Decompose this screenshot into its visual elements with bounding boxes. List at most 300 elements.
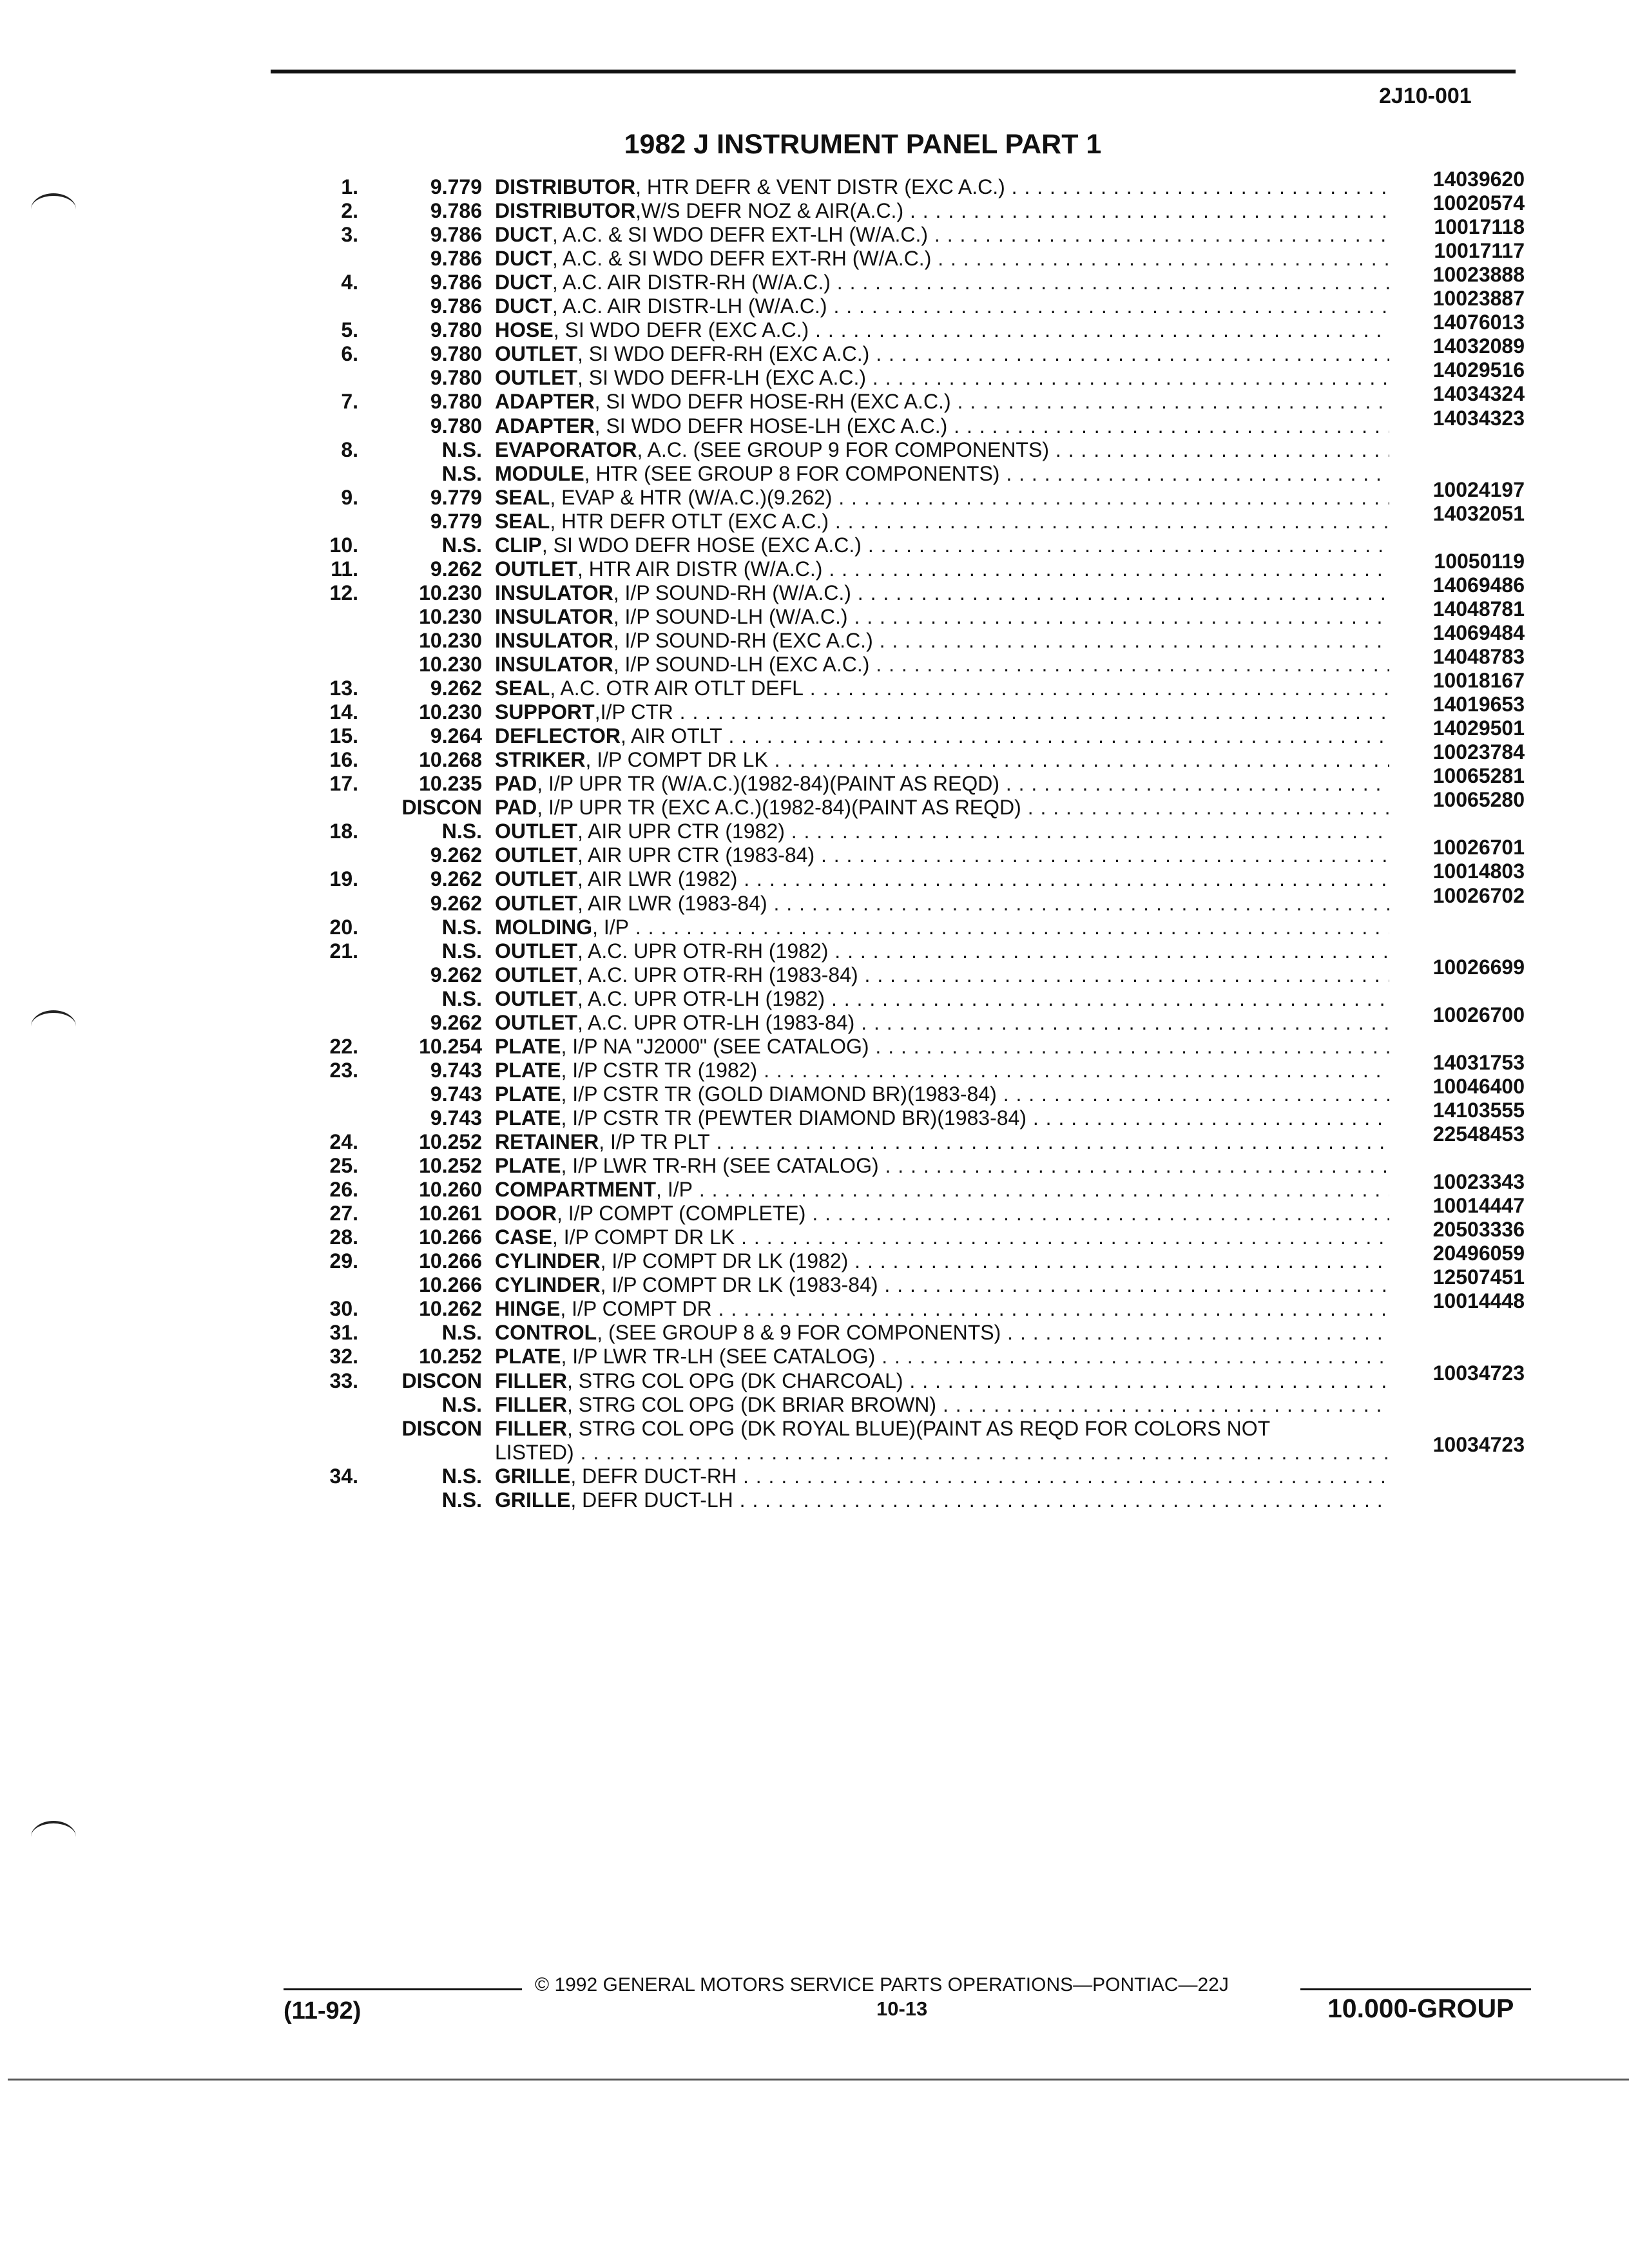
part-description (495, 772, 1389, 795)
part-detail: , A.C. UPR OTR-LH (1982) (577, 986, 825, 1010)
part-number: 22548453 (1432, 1122, 1525, 1146)
item-number: 22. (329, 1034, 358, 1058)
part-detail: , I/P NA "J2000" (SEE CATALOG) (561, 1034, 869, 1058)
group-number: N.S. (441, 939, 482, 963)
parts-row (0, 287, 1629, 318)
part-name: FILLER (495, 1369, 567, 1392)
group-number: 9.780 (430, 342, 482, 366)
parts-row (0, 358, 1629, 390)
part-description (495, 1273, 1389, 1296)
parts-row (0, 1361, 1629, 1392)
parts-row (0, 406, 1629, 437)
group-number: 10.230 (419, 604, 482, 628)
part-detail: , I/P LWR TR-RH (SEE CATALOG) (561, 1154, 879, 1178)
parts-row (0, 1465, 1629, 1488)
part-name: CLIP (495, 533, 542, 557)
group-number: 9.262 (430, 843, 482, 867)
parts-row (0, 1345, 1629, 1368)
part-number: 10023343 (1432, 1170, 1525, 1194)
part-name: PAD (495, 796, 537, 820)
group-number: DISCON (401, 1369, 482, 1392)
scan-mark (31, 1821, 76, 1840)
part-detail: , A.C. & SI WDO DEFR EXT-LH (W/A.C.) (552, 223, 929, 247)
parts-row (0, 215, 1629, 247)
part-number: 14048783 (1432, 645, 1525, 668)
parts-row (0, 939, 1629, 963)
part-name: COMPARTMENT (495, 1178, 657, 1202)
item-number: 26. (329, 1178, 358, 1202)
group-number: N.S. (441, 986, 482, 1010)
item-number: 13. (329, 677, 358, 700)
part-name: DISTRIBUTOR (495, 175, 636, 198)
part-detail: , HTR DEFR OTLT (EXC A.C.) (550, 509, 829, 533)
part-number: 20503336 (1432, 1218, 1525, 1242)
part-detail: , I/P SOUND-LH (EXC A.C.) (613, 653, 870, 676)
part-description (495, 605, 1389, 628)
part-description (495, 796, 1389, 819)
part-description-continued: LISTED) . . . (495, 1441, 1389, 1464)
part-number: 10023888 (1432, 263, 1525, 287)
parts-row (0, 669, 1629, 700)
parts-row (0, 533, 1629, 557)
part-description (495, 820, 1389, 843)
part-name: PAD (495, 772, 537, 796)
part-name: OUTLET (495, 939, 577, 963)
part-description (495, 510, 1389, 533)
parts-row (0, 693, 1629, 724)
part-description (495, 1393, 1389, 1416)
part-detail: , SI WDO DEFR-LH (EXC A.C.) (577, 366, 867, 390)
group-number: 10.260 (419, 1178, 482, 1202)
part-name: DISTRIBUTOR (495, 199, 636, 223)
part-detail: , AIR UPR CTR (1982) (577, 820, 785, 843)
part-name: OUTLET (495, 843, 577, 867)
group-number: 10.230 (419, 628, 482, 652)
part-name: STRIKER (495, 748, 586, 772)
part-description (495, 342, 1389, 365)
part-number: 10014803 (1432, 860, 1525, 883)
part-number: 14029516 (1432, 358, 1525, 382)
part-description (495, 486, 1389, 509)
part-detail: , DEFR DUCT-RH (570, 1464, 737, 1488)
parts-row (0, 1035, 1629, 1058)
part-description (495, 438, 1389, 461)
part-name: SEAL (495, 509, 550, 533)
part-description (495, 1369, 1389, 1392)
part-name: SUPPORT (495, 700, 595, 724)
parts-row (0, 462, 1629, 485)
part-description (495, 939, 1389, 963)
group-number: 9.262 (430, 891, 482, 915)
part-name: HOSE (495, 318, 554, 342)
part-detail: , A.C. (SEE GROUP 9 FOR COMPONENTS) (637, 437, 1049, 461)
group-number: 9.780 (430, 414, 482, 437)
parts-row (0, 1050, 1629, 1082)
group-number: 9.779 (430, 509, 482, 533)
item-number: 34. (329, 1464, 358, 1488)
part-name: SEAL (495, 485, 550, 509)
part-number: 10046400 (1432, 1074, 1525, 1098)
parts-row (0, 764, 1629, 796)
part-detail: , I/P UPR TR (W/A.C.)(1982-84)(PAINT AS REQD) (537, 772, 999, 796)
group-number: 9.743 (430, 1082, 482, 1106)
part-number: 10023887 (1432, 287, 1525, 311)
parts-row (0, 382, 1629, 414)
group-number: N.S. (441, 1321, 482, 1345)
part-description (495, 1178, 1389, 1201)
parts-row (0, 1488, 1629, 1512)
part-name: OUTLET (495, 867, 577, 891)
part-name: DUCT (495, 271, 552, 294)
item-number: 29. (329, 1249, 358, 1273)
page-title: 1982 J INSTRUMENT PANEL PART 1 (624, 129, 1102, 160)
part-detail: ,I/P CTR (594, 700, 673, 724)
part-name: CONTROL (495, 1321, 597, 1345)
group-number: N.S. (441, 820, 482, 843)
item-number: 28. (329, 1225, 358, 1249)
part-description (495, 916, 1389, 939)
parts-row (0, 987, 1629, 1010)
parts-row (0, 573, 1629, 604)
part-detail: , HTR AIR DISTR (W/A.C.) (577, 557, 823, 581)
part-name: INSULATOR (495, 581, 613, 604)
group-number: DISCON (401, 796, 482, 820)
parts-row (0, 788, 1629, 820)
parts-row (0, 1218, 1629, 1249)
part-number: 10026702 (1432, 883, 1525, 907)
part-description (495, 1321, 1389, 1344)
part-detail: , I/P COMPT DR LK (585, 748, 768, 772)
group-number: N.S. (441, 915, 482, 939)
part-name: RETAINER (495, 1130, 599, 1153)
group-number: 9.786 (430, 223, 482, 247)
part-detail: , EVAP & HTR (W/A.C.)(9.262) (550, 485, 833, 509)
part-name: FILLER (495, 1392, 567, 1416)
part-description (495, 1106, 1389, 1129)
part-description (495, 533, 1389, 557)
part-number: 10065281 (1432, 764, 1525, 788)
part-description (495, 1225, 1389, 1249)
parts-row (0, 1242, 1629, 1273)
part-description (495, 1154, 1389, 1177)
part-description (495, 724, 1389, 747)
part-description (495, 414, 1389, 437)
item-number: 12. (329, 581, 358, 604)
part-detail: , A.C. UPR OTR-LH (1983-84) (577, 1010, 855, 1034)
group-number: 10.266 (419, 1273, 482, 1297)
parts-row (0, 334, 1629, 366)
group-number: 9.743 (430, 1058, 482, 1082)
group-number: 9.780 (430, 390, 482, 414)
part-description (495, 294, 1389, 318)
group-number: 9.786 (430, 294, 482, 318)
parts-row (0, 239, 1629, 271)
part-detail: , SI WDO DEFR HOSE-RH (EXC A.C.) (594, 390, 951, 414)
group-number: 10.230 (419, 581, 482, 604)
part-name: OUTLET (495, 366, 577, 390)
parts-row (0, 477, 1629, 509)
part-name: PLATE (495, 1106, 561, 1129)
page-code: 2J10-001 (1379, 84, 1472, 108)
parts-row (0, 263, 1629, 294)
part-description (495, 1035, 1389, 1058)
parts-row (0, 820, 1629, 843)
part-number: 14019653 (1432, 693, 1525, 716)
part-detail: , A.C. AIR DISTR-RH (W/A.C.) (552, 271, 831, 294)
item-number: 31. (329, 1321, 358, 1345)
parts-row (0, 1074, 1629, 1106)
parts-row (0, 916, 1629, 939)
part-number: 14032051 (1432, 501, 1525, 525)
item-number: 9. (341, 485, 358, 509)
item-number: 20. (329, 915, 358, 939)
part-number: 14069486 (1432, 573, 1525, 597)
parts-row (0, 191, 1629, 223)
group-number: 9.264 (430, 724, 482, 748)
parts-row (0, 1393, 1629, 1416)
part-detail: , DEFR DUCT-LH (570, 1488, 733, 1512)
part-detail: , I/P (592, 915, 629, 939)
parts-row (0, 311, 1629, 342)
part-detail: , HTR DEFR & VENT DISTR (EXC A.C.) (635, 175, 1005, 198)
parts-row (0, 501, 1629, 533)
part-name: PLATE (495, 1058, 561, 1082)
group-number: 9.262 (430, 1010, 482, 1034)
part-name: GRILLE (495, 1464, 571, 1488)
parts-row (0, 1098, 1629, 1129)
group-code: 10.000-GROUP (1327, 1994, 1514, 2023)
part-detail: , I/P SOUND-LH (W/A.C.) (613, 604, 848, 628)
item-number: 32. (329, 1345, 358, 1369)
item-number: 10. (329, 533, 358, 557)
item-number: 25. (329, 1154, 358, 1178)
group-number: 9.262 (430, 963, 482, 986)
part-number: 10017117 (1434, 239, 1525, 263)
parts-row (0, 1289, 1629, 1321)
part-detail: , AIR LWR (1983-84) (577, 891, 767, 915)
part-number: 14048781 (1432, 597, 1525, 620)
parts-row (0, 1154, 1629, 1177)
part-name: INSULATOR (495, 604, 613, 628)
part-number: 10024197 (1432, 477, 1525, 501)
group-number: 10.230 (419, 700, 482, 724)
part-name: OUTLET (495, 986, 577, 1010)
part-description (495, 1130, 1389, 1153)
part-detail: , I/P (656, 1178, 693, 1202)
part-name: OUTLET (495, 963, 577, 986)
part-number: 14034324 (1432, 382, 1525, 406)
part-description (495, 677, 1389, 700)
part-name: MOLDING (495, 915, 593, 939)
parts-row (0, 1003, 1629, 1034)
part-number: 10018167 (1432, 669, 1525, 693)
part-detail: , I/P CSTR TR (1982) (561, 1058, 758, 1082)
group-number: 10.262 (419, 1297, 482, 1321)
part-name: OUTLET (495, 1010, 577, 1034)
group-number: 9.786 (430, 271, 482, 294)
part-detail: , I/P COMPT DR (560, 1297, 712, 1321)
part-name: MODULE (495, 461, 584, 485)
item-number: 6. (341, 342, 358, 366)
item-number: 3. (341, 223, 358, 247)
parts-row (0, 1170, 1629, 1202)
parts-row (0, 1321, 1629, 1344)
part-name: ADAPTER (495, 390, 595, 414)
part-name: ADAPTER (495, 414, 595, 437)
part-name: OUTLET (495, 557, 577, 581)
part-description (495, 700, 1389, 724)
part-name: INSULATOR (495, 653, 613, 676)
item-number: 2. (341, 199, 358, 223)
part-name: CYLINDER (495, 1273, 601, 1297)
parts-row (0, 955, 1629, 986)
group-number: N.S. (441, 1464, 482, 1488)
part-name: DUCT (495, 247, 552, 271)
part-detail: , STRG COL OPG (DK CHARCOAL) (566, 1369, 903, 1392)
part-number: 14069484 (1432, 620, 1525, 644)
part-name: DEFLECTOR (495, 724, 621, 748)
part-description (495, 892, 1389, 915)
part-description (495, 963, 1389, 986)
parts-row (0, 620, 1629, 652)
part-description (495, 581, 1389, 604)
item-number: 7. (341, 390, 358, 414)
part-detail: , I/P SOUND-RH (W/A.C.) (613, 581, 851, 604)
part-description (495, 1465, 1389, 1488)
group-number: 9.743 (430, 1106, 482, 1129)
part-number: 10023784 (1432, 740, 1525, 764)
part-number: 14029501 (1432, 716, 1525, 740)
bottom-rule (8, 2079, 1629, 2081)
part-detail: , (SEE GROUP 8 & 9 FOR COMPONENTS) (597, 1321, 1001, 1345)
item-number: 5. (341, 318, 358, 342)
parts-row (0, 836, 1629, 867)
part-detail: , I/P COMPT DR LK (552, 1225, 735, 1249)
item-number: 14. (329, 700, 358, 724)
part-detail: , A.C. UPR OTR-RH (1983-84) (577, 963, 858, 986)
item-number: 23. (329, 1058, 358, 1082)
part-name: EVAPORATOR (495, 437, 637, 461)
group-number: 10.266 (419, 1225, 482, 1249)
part-description (495, 629, 1389, 652)
group-number: 9.780 (430, 318, 482, 342)
part-description (495, 653, 1389, 676)
part-detail: , AIR UPR CTR (1983-84) (577, 843, 815, 867)
date-code: (11-92) (284, 1997, 361, 2024)
part-detail: , SI WDO DEFR (EXC A.C.) (553, 318, 809, 342)
part-name: FILLER (495, 1416, 567, 1440)
part-name: DOOR (495, 1202, 557, 1225)
part-number: 10065280 (1432, 788, 1525, 812)
parts-row (0, 883, 1629, 915)
part-number: 10014448 (1432, 1289, 1525, 1313)
group-number: N.S. (441, 461, 482, 485)
part-number: 12507451 (1432, 1265, 1525, 1289)
part-detail: , I/P UPR TR (EXC A.C.)(1982-84)(PAINT AS REQD) (537, 796, 1021, 820)
part-description (495, 1297, 1389, 1320)
group-number: N.S. (441, 437, 482, 461)
part-description (495, 987, 1389, 1010)
part-name: OUTLET (495, 342, 577, 366)
footer-rule-right (1300, 1988, 1531, 1990)
part-name: PLATE (495, 1034, 561, 1058)
part-number: 10034723 (1432, 1432, 1525, 1456)
part-name: OUTLET (495, 820, 577, 843)
group-number: 9.786 (430, 247, 482, 271)
parts-row (0, 1194, 1629, 1225)
parts-row (0, 1417, 1629, 1440)
part-description (495, 1488, 1389, 1512)
part-detail: , HTR (SEE GROUP 8 FOR COMPONENTS) (584, 461, 1000, 485)
group-number: 9.262 (430, 677, 482, 700)
item-number: 21. (329, 939, 358, 963)
parts-row (0, 716, 1629, 748)
part-number: 10017118 (1434, 215, 1525, 239)
item-number: 8. (341, 437, 358, 461)
part-name: CASE (495, 1225, 552, 1249)
part-detail: , STRG COL OPG (DK ROYAL BLUE)(PAINT AS REQD FOR COLORS NOT (566, 1416, 1271, 1440)
part-detail: , A.C. UPR OTR-RH (1982) (577, 939, 829, 963)
parts-row (0, 168, 1629, 198)
item-number: 27. (329, 1202, 358, 1225)
group-number: 10.252 (419, 1154, 482, 1178)
part-name: PLATE (495, 1345, 561, 1369)
part-detail: , STRG COL OPG (DK BRIAR BROWN) (566, 1392, 937, 1416)
item-number: 1. (341, 175, 358, 198)
part-description (495, 1011, 1389, 1034)
part-detail: , I/P SOUND-RH (EXC A.C.) (613, 628, 873, 652)
part-number: 14034323 (1432, 406, 1525, 430)
part-description (495, 557, 1389, 581)
part-detail: , A.C. OTR AIR OTLT DEFL (550, 677, 804, 700)
page-number: 10-13 (876, 1997, 928, 2020)
part-detail: , AIR OTLT (620, 724, 722, 748)
group-number: 10.235 (419, 772, 482, 796)
parts-row (0, 740, 1629, 772)
part-name: PLATE (495, 1082, 561, 1106)
group-number: 9.779 (430, 175, 482, 198)
part-detail: , I/P COMPT DR LK (1983-84) (600, 1273, 878, 1297)
part-detail: , I/P CSTR TR (GOLD DIAMOND BR)(1983-84) (561, 1082, 997, 1106)
group-number: DISCON (401, 1416, 482, 1440)
part-detail: , A.C. AIR DISTR-LH (W/A.C.) (552, 294, 827, 318)
part-detail: , SI WDO DEFR HOSE (EXC A.C.) (541, 533, 862, 557)
part-detail: , SI WDO DEFR-RH (EXC A.C.) (577, 342, 870, 366)
part-description (495, 1417, 1389, 1440)
group-number: 9.262 (430, 557, 482, 581)
part-number: 10026699 (1432, 955, 1525, 979)
part-description (495, 462, 1389, 485)
part-description (495, 1249, 1389, 1273)
group-number: 9.262 (430, 867, 482, 891)
part-detail: , I/P COMPT DR LK (1982) (600, 1249, 849, 1273)
part-number: 10020574 (1432, 191, 1525, 215)
group-number: 10.230 (419, 653, 482, 676)
part-detail: , A.C. & SI WDO DEFR EXT-RH (W/A.C.) (552, 247, 932, 271)
item-number: 33. (329, 1369, 358, 1392)
part-description (495, 318, 1389, 341)
part-number: 10050119 (1434, 549, 1525, 573)
parts-row (0, 549, 1629, 581)
group-number: 10.254 (419, 1034, 482, 1058)
group-number: 10.252 (419, 1130, 482, 1153)
group-number: N.S. (441, 1488, 482, 1512)
part-detail: , SI WDO DEFR HOSE-LH (EXC A.C.) (594, 414, 948, 437)
parts-row (0, 438, 1629, 461)
part-description (495, 199, 1389, 222)
group-number: 10.268 (419, 748, 482, 772)
part-name: PLATE (495, 1154, 561, 1178)
